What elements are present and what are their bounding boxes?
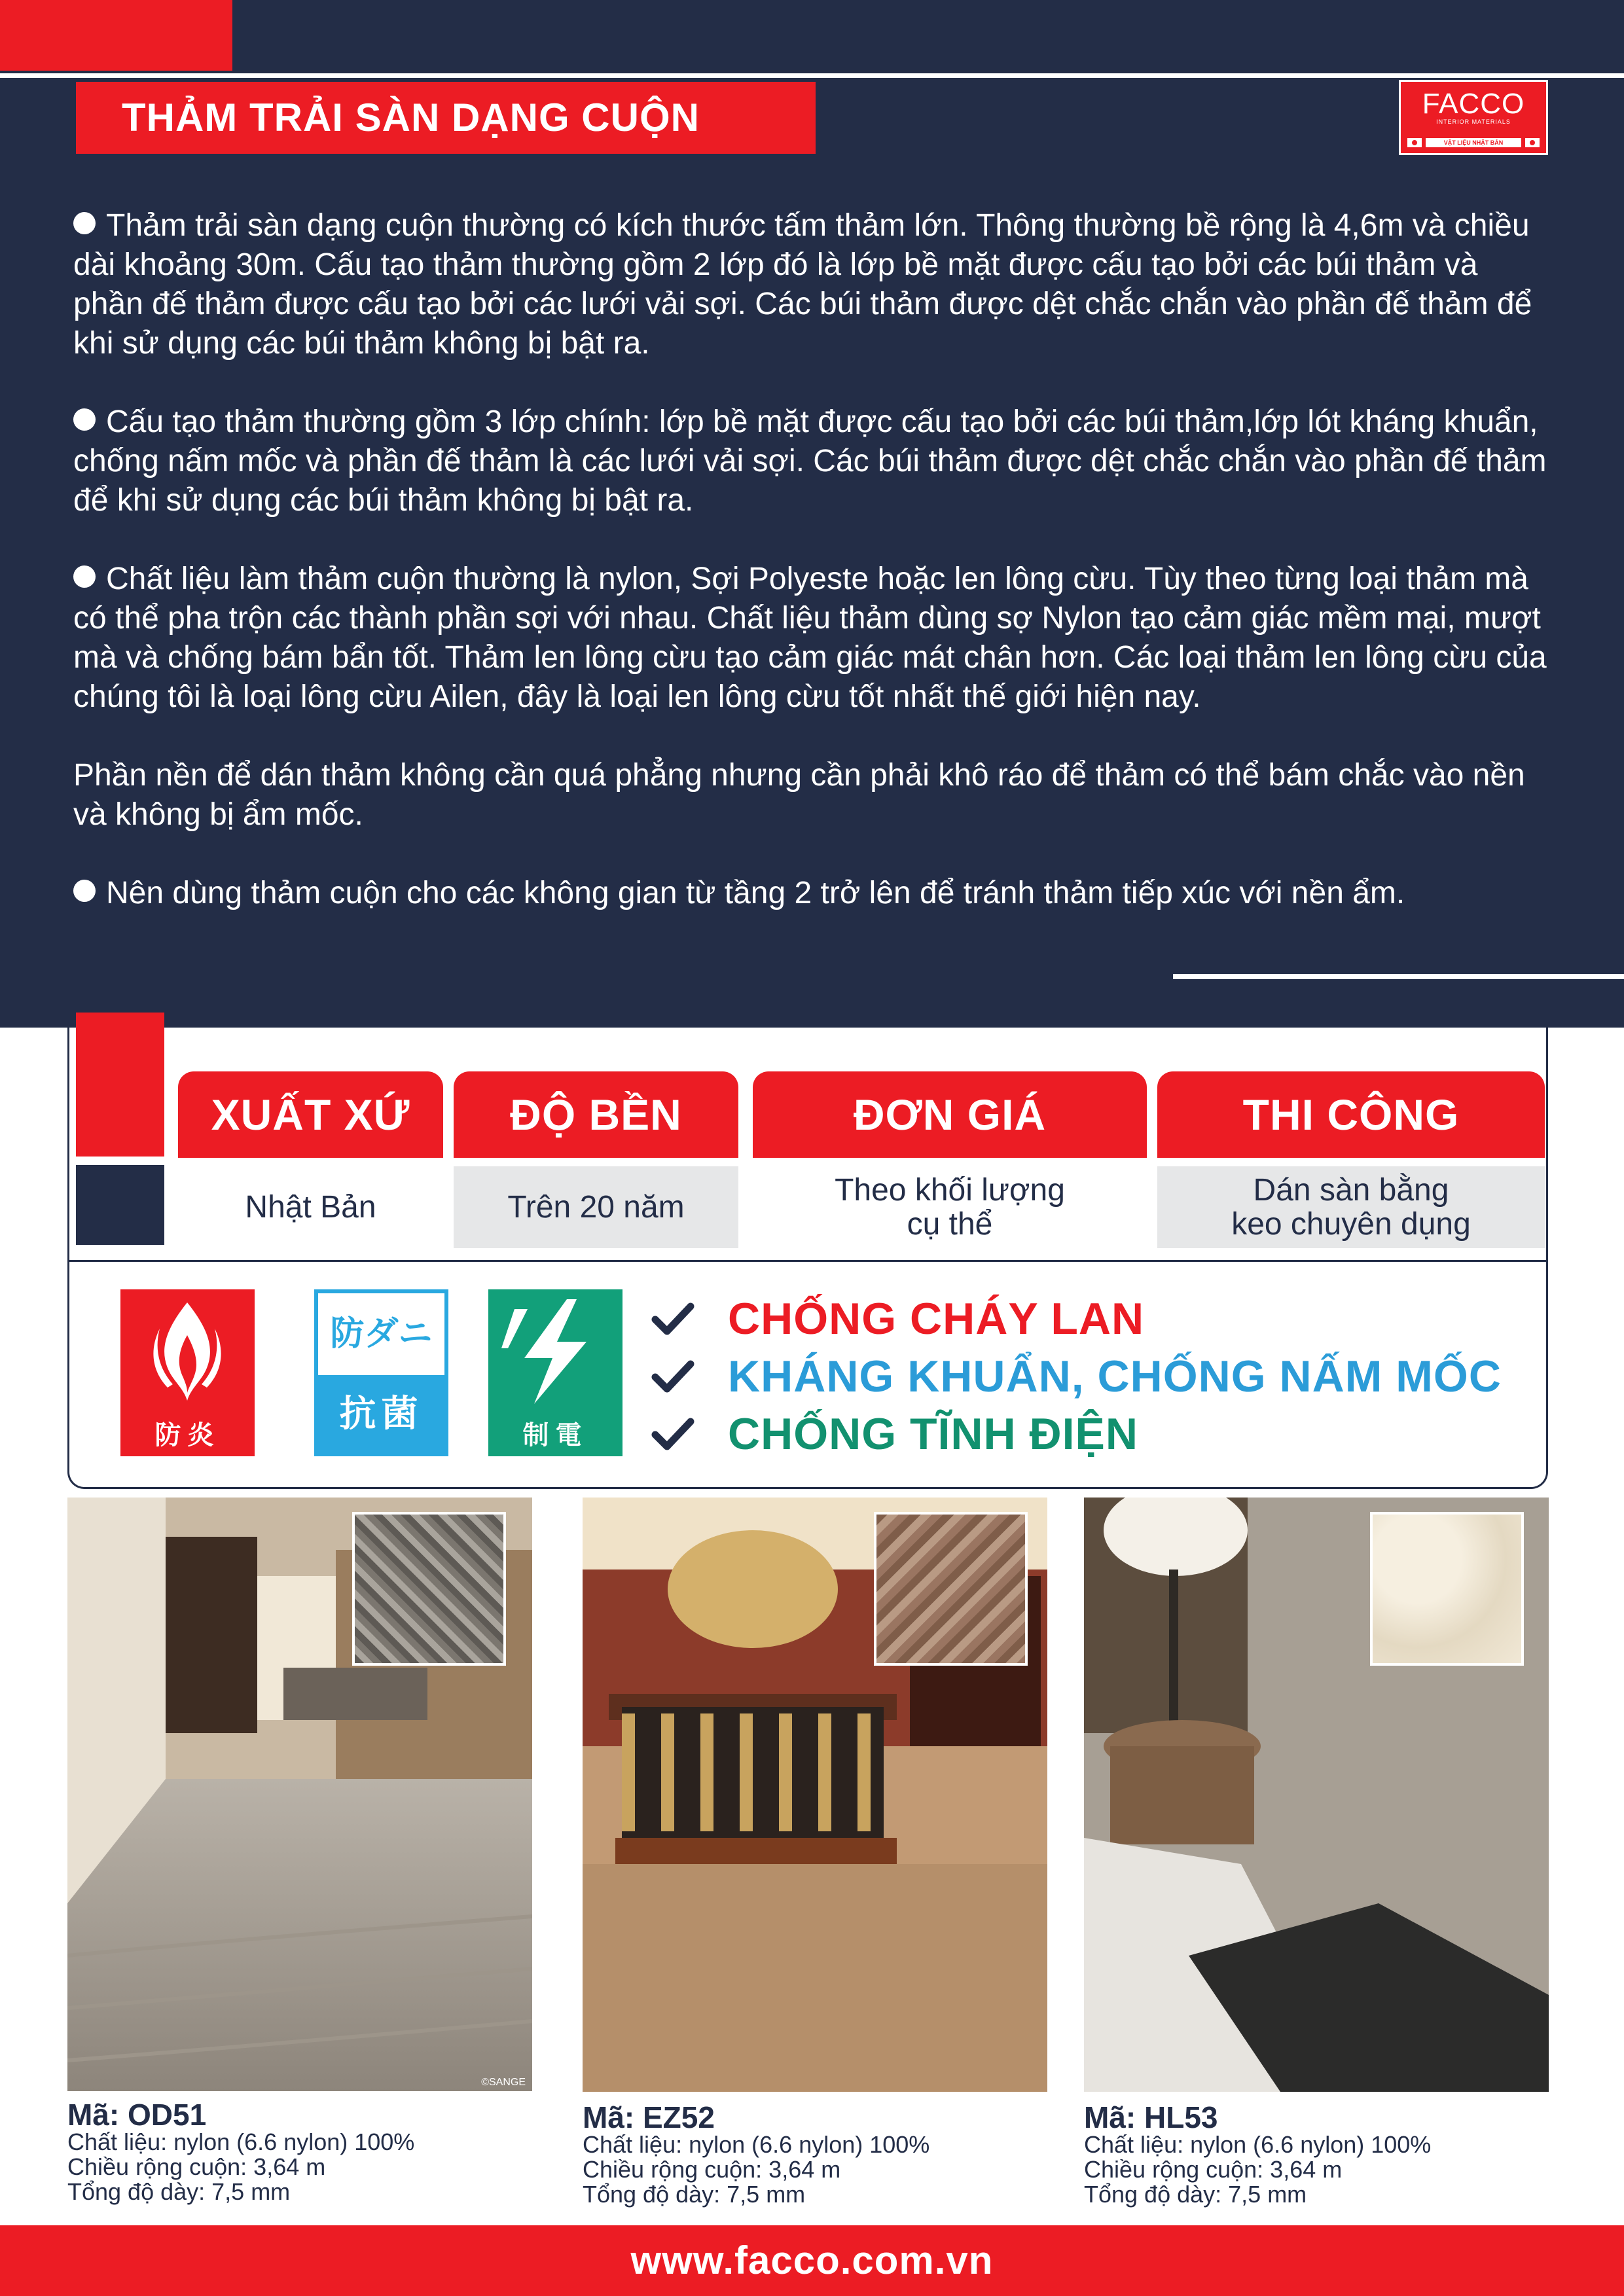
paragraph-4: Phần nền để dán thảm không cần quá phẳng nhưng cần phải khô ráo để thảm có thể bám chắc vào nền và không bị ẩm mốc. [73, 758, 1525, 832]
side-red-accent [76, 1013, 164, 1157]
bullet-icon [73, 212, 96, 234]
side-navy-accent [76, 1165, 164, 1245]
anti-static-icon [488, 1289, 623, 1456]
product-width: Chiều rộng cuộn: 3,64 m [583, 2156, 841, 2183]
photo-watermark: ©SANGE [481, 2077, 526, 2088]
product-width: Chiều rộng cuộn: 3,64 m [1084, 2156, 1343, 2183]
paragraph-5: Nên dùng thảm cuộn cho các không gian từ tầng 2 trở lên để tránh thảm tiếp xúc với nền ẩm. [73, 874, 1553, 913]
product-code: Mã: EZ52 [583, 2100, 715, 2134]
paragraph-3: Chất liệu làm thảm cuộn thường là nylon, Sợi Polyeste hoặc len lông cừu. Tùy theo từng loại thảm mà có thể pha trộn các thành phần sợi với nhau. Chất liệu thảm dùng sợ Nylon tạo cảm giác mềm mại, mượt mà và chống bám bẩn tốt. Thảm len lông cừu tạo cảm giác mát chân hơn. Các loại thảm len lông cừu của chúng tôi là loại lông cừu Ailen, đây là loại len lông cừu tốt nhất thế giới hiện nay. [73, 562, 1547, 714]
carpet-swatch [874, 1512, 1028, 1666]
product-thickness: Tổng độ dày: 7,5 mm [67, 2178, 291, 2205]
logo-subtitle: INTERIOR MATERIALS [1436, 118, 1511, 125]
logo-tagline: VẬT LIỆU NHẬT BẢN [1426, 138, 1521, 147]
carpet-swatch [352, 1512, 506, 1666]
feature-antistatic: CHỐNG TĨNH ĐIỆN [728, 1409, 1138, 1459]
footer-website-link[interactable]: www.facco.com.vn [0, 2225, 1624, 2296]
product-thickness: Tổng độ dày: 7,5 mm [583, 2181, 806, 2208]
product-code: Mã: HL53 [1084, 2100, 1218, 2134]
value-installation [1157, 1166, 1545, 1248]
japan-flag-icon [1525, 138, 1540, 147]
bullet-icon [73, 880, 96, 902]
paragraph-1: Thảm trải sàn dạng cuộn thường có kích thước tấm thảm lớn. Thông thường bề rộng là 4,6m và chiều dài khoảng 30m. Cấu tạo thảm thường gồm 2 lớp đó là lớp bề mặt được cấu tạo bởi các búi thảm và phần đế thảm được cấu tạo bởi các lưới vải sợi. Các búi thảm được dệt chắc chắn vào phần đế thảm để khi sử dụng các búi thảm không bị bật ra. [73, 208, 1532, 361]
value-price [753, 1166, 1147, 1248]
fire-resistant-icon [120, 1289, 255, 1456]
value-installation-line1: Dán sàn bằng [1253, 1172, 1449, 1208]
paragraph-2: Cấu tạo thảm thường gồm 3 lớp chính: lớp bề mặt được cấu tạo bởi các búi thảm,lớp lót kháng khuẩn, chống nấm mốc và phần đế thảm là các lưới vải sợi. Các búi thảm được dệt chắc chắn vào phần đế thảm để khi sử dụng các búi thảm không bị bật ra. [73, 404, 1547, 518]
header-origin: XUẤT XỨ [178, 1071, 443, 1158]
lightning-icon [488, 1289, 623, 1414]
product-material: Chất liệu: nylon (6.6 nylon) 100% [67, 2128, 415, 2155]
product-caption-od51 [67, 2100, 539, 2204]
bullet-icon [73, 408, 96, 431]
value-origin: Nhật Bản [245, 1189, 376, 1225]
carpet-swatch [1370, 1512, 1524, 1666]
header-durability: ĐỘ BỀN [454, 1071, 738, 1158]
product-photo-ez52 [583, 1498, 1047, 2092]
info-divider [67, 1260, 1548, 1262]
product-caption-ez52 [583, 2102, 1054, 2207]
product-width: Chiều rộng cuộn: 3,64 m [67, 2153, 326, 2180]
header-price: ĐƠN GIÁ [753, 1071, 1147, 1158]
japan-flag-icon [1407, 138, 1422, 147]
static-icon-label: 制電 [522, 1421, 588, 1450]
feature-fire: CHỐNG CHÁY LAN [728, 1294, 1145, 1344]
facco-logo[interactable] [1399, 80, 1548, 155]
page-title: THẢM TRẢI SÀN DẠNG CUỘN [76, 82, 816, 154]
product-photo-hl53 [1084, 1498, 1549, 2092]
feature-antibacterial: KHÁNG KHUẨN, CHỐNG NẤM MỐC [728, 1352, 1502, 1401]
header-red-accent [0, 0, 232, 71]
value-installation-line2: keo chuyên dụng [1231, 1206, 1471, 1242]
flame-icon [120, 1289, 255, 1414]
fire-icon-label: 防炎 [154, 1421, 221, 1450]
product-material: Chất liệu: nylon (6.6 nylon) 100% [1084, 2131, 1432, 2158]
bullet-icon [73, 565, 96, 588]
product-code: Mã: OD51 [67, 2098, 207, 2132]
antibacterial-bottom-label: 抗菌 [318, 1375, 444, 1452]
check-icon [650, 1354, 696, 1399]
value-price-line1: Theo khối lượng [835, 1172, 1065, 1208]
value-durability: Trên 20 năm [454, 1166, 738, 1248]
logo-brand: FACCO [1422, 88, 1525, 120]
decorative-line [1173, 974, 1624, 979]
header-divider-line [0, 73, 1624, 78]
check-icon [650, 1411, 696, 1457]
antibacterial-top-label: 防ダニ [330, 1315, 433, 1353]
header-installation: THI CÔNG [1157, 1071, 1545, 1158]
product-material: Chất liệu: nylon (6.6 nylon) 100% [583, 2131, 930, 2158]
product-caption-hl53 [1084, 2102, 1555, 2207]
product-photo-od51 [67, 1498, 532, 2091]
value-price-line2: cụ thể [907, 1206, 993, 1242]
product-thickness: Tổng độ dày: 7,5 mm [1084, 2181, 1307, 2208]
check-icon [650, 1296, 696, 1342]
antibacterial-icon [314, 1289, 448, 1456]
